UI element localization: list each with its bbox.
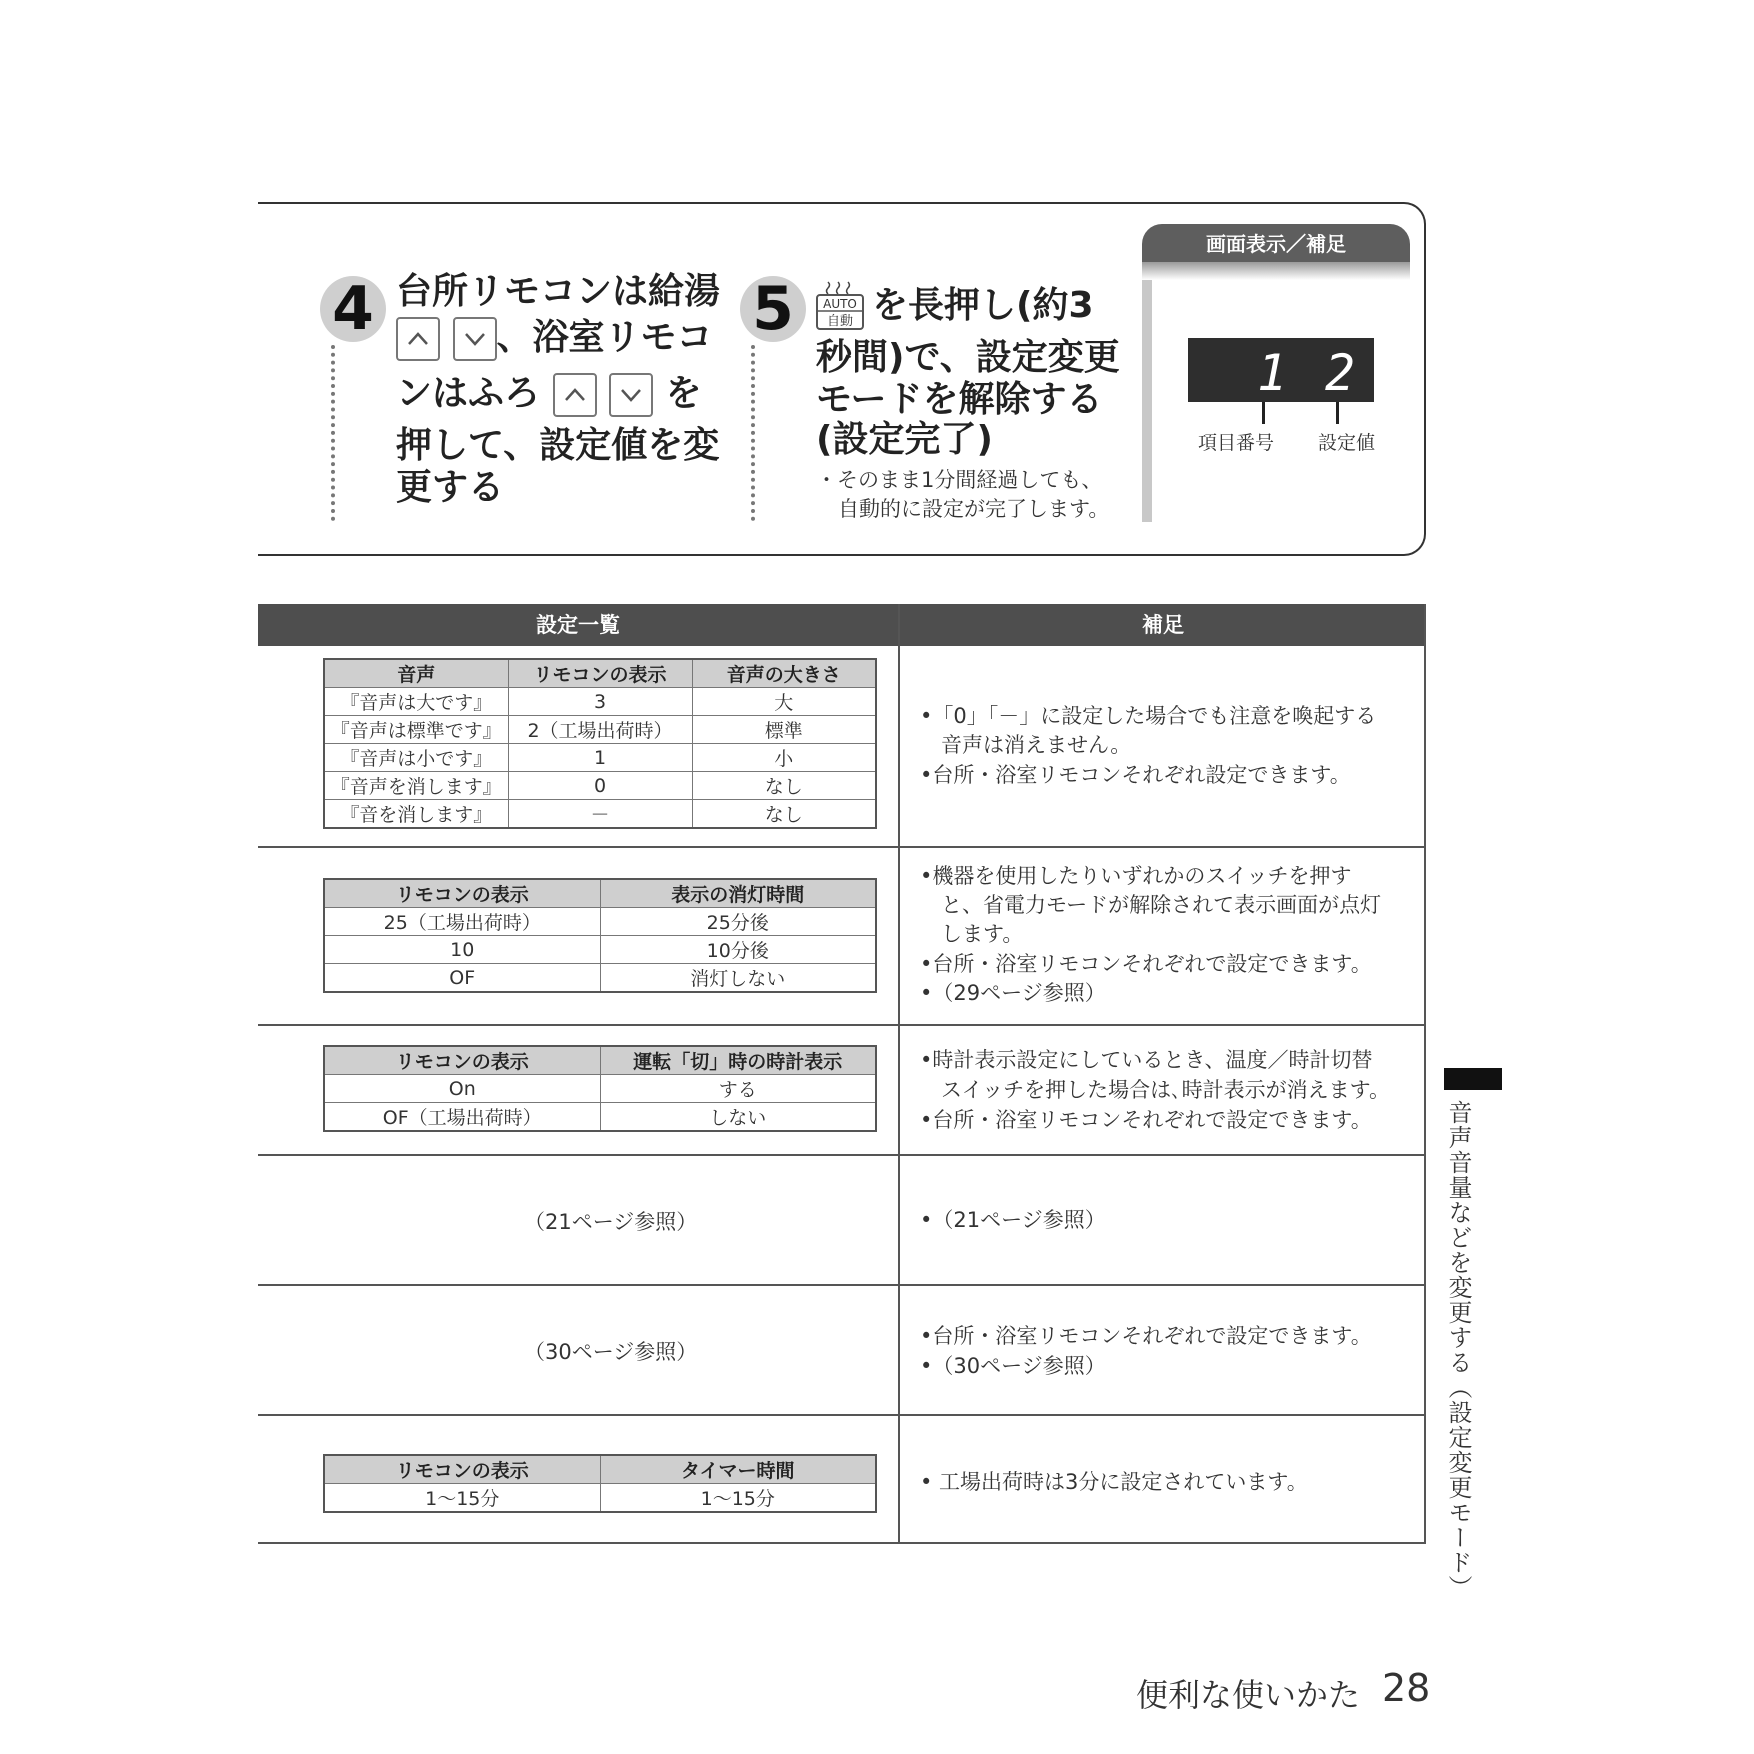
row-divider bbox=[258, 1414, 1426, 1416]
lcd-digit-value: 2 bbox=[1324, 344, 1356, 402]
label-setting-value: 設定値 bbox=[1318, 432, 1376, 454]
table-cell: 10分後 bbox=[600, 936, 876, 964]
col-header: 音声の大きさ bbox=[692, 659, 876, 688]
table-cell: － bbox=[508, 800, 692, 829]
note-line: •台所・浴室リモコンそれぞれで設定できます。 bbox=[920, 1324, 1372, 1348]
step-4-line-3a: ンはふろ bbox=[396, 373, 541, 414]
col-header: タイマー時間 bbox=[600, 1455, 876, 1484]
table-right-border bbox=[1424, 604, 1426, 1542]
timer-table bbox=[323, 1454, 877, 1513]
note-line: 音声は消えません。 bbox=[920, 733, 1132, 757]
table-cell: 『音声は標準です』 bbox=[324, 716, 508, 744]
col-header: リモコンの表示 bbox=[324, 1455, 600, 1484]
table-cell: 2（工場出荷時） bbox=[508, 716, 692, 744]
header-settings-list: 設定一覧 bbox=[258, 604, 898, 646]
step-5-number: 5 bbox=[740, 276, 806, 342]
table-cell: しない bbox=[600, 1103, 876, 1132]
lcd-digit-item: 1 bbox=[1256, 344, 1288, 402]
step-4-line-4: 押して、設定値を変 bbox=[396, 425, 720, 466]
step-4-line-2-text: 、浴室リモコ bbox=[496, 317, 713, 358]
table-cell: 25分後 bbox=[600, 908, 876, 936]
note-line: • 工場出荷時は3分に設定されています。 bbox=[920, 1470, 1308, 1494]
step-5-line-3: モードを解除する bbox=[816, 379, 1103, 420]
step-4-line-3b: を bbox=[665, 373, 702, 414]
voice-volume-table bbox=[323, 658, 877, 829]
side-tab-marker bbox=[1444, 1068, 1502, 1090]
note-line: •（29ページ参照） bbox=[920, 981, 1106, 1005]
step-5-dotted-line bbox=[751, 345, 755, 521]
note-line: •台所・浴室リモコンそれぞれ設定できます。 bbox=[920, 763, 1351, 787]
table-row bbox=[324, 1075, 876, 1103]
up-button-icon bbox=[396, 317, 440, 361]
note-line: •「0」「－」に設定した場合でも注意を喚起する bbox=[920, 704, 1377, 728]
table-cell: 消灯しない bbox=[600, 964, 876, 993]
auto-icon-bottom: 自動 bbox=[826, 314, 854, 329]
value-pointer-line bbox=[1336, 402, 1339, 424]
page-reference: （30ページ参照） bbox=[524, 1340, 698, 1364]
down-button-icon bbox=[609, 373, 653, 417]
row-divider bbox=[258, 1024, 1426, 1026]
table-cell: 1～15分 bbox=[324, 1484, 600, 1513]
col-header: リモコンの表示 bbox=[324, 879, 600, 908]
table-cell: 3 bbox=[508, 688, 692, 716]
down-button-icon bbox=[453, 317, 497, 361]
note-line: します。 bbox=[920, 922, 1024, 946]
table-header-row bbox=[324, 659, 876, 688]
table-row bbox=[324, 800, 876, 829]
step-4-line-3 bbox=[396, 372, 702, 417]
table-header-row bbox=[324, 1455, 876, 1484]
table-row bbox=[324, 1484, 876, 1513]
note-line: •（30ページ参照） bbox=[920, 1354, 1106, 1378]
display-off-table bbox=[323, 878, 877, 993]
header-supplement: 補足 bbox=[900, 604, 1426, 646]
row-divider bbox=[258, 846, 1426, 848]
step-4-line-1: 台所リモコンは給湯 bbox=[396, 271, 721, 312]
table-row bbox=[324, 688, 876, 716]
table-row bbox=[324, 1103, 876, 1132]
lcd-display bbox=[1188, 338, 1374, 402]
note-line: •（21ページ参照） bbox=[920, 1208, 1106, 1232]
auto-button-icon bbox=[814, 278, 866, 332]
step-5-line-4: (設定完了) bbox=[816, 419, 993, 460]
table-cell: 『音声は大です』 bbox=[324, 688, 508, 716]
table-cell: なし bbox=[692, 772, 876, 800]
table-cell: 25（工場出荷時） bbox=[324, 908, 600, 936]
table-cell: 『音声は小です』 bbox=[324, 744, 508, 772]
column-divider bbox=[898, 604, 900, 1542]
table-cell: 小 bbox=[692, 744, 876, 772]
table-header-row bbox=[324, 1046, 876, 1075]
step-5-note-1: ・そのまま1分間経過しても、 bbox=[816, 468, 1103, 492]
table-row bbox=[324, 908, 876, 936]
table-row bbox=[324, 772, 876, 800]
display-title-fade bbox=[1142, 262, 1410, 280]
step-4-line-2 bbox=[396, 316, 713, 361]
col-header: リモコンの表示 bbox=[508, 659, 692, 688]
table-cell: 0 bbox=[508, 772, 692, 800]
table-cell: 1～15分 bbox=[600, 1484, 876, 1513]
step-4-dotted-line bbox=[331, 345, 335, 521]
auto-icon-top: AUTO bbox=[823, 297, 857, 311]
note-line: •時計表示設定にしているとき、温度／時計切替 bbox=[920, 1048, 1373, 1072]
note-line: •台所・浴室リモコンそれぞれで設定できます。 bbox=[920, 952, 1372, 976]
display-side-bar bbox=[1142, 280, 1152, 522]
note-line: と、省電力モードが解除されて表示画面が点灯 bbox=[920, 893, 1382, 917]
step-4-line-5: 更する bbox=[396, 467, 505, 508]
up-button-icon bbox=[553, 373, 597, 417]
table-cell: 『音を消します』 bbox=[324, 800, 508, 829]
page-number: 28 bbox=[1382, 1666, 1431, 1710]
table-cell: On bbox=[324, 1075, 600, 1103]
note-line: スイッチを押した場合は､時計表示が消えます。 bbox=[920, 1078, 1390, 1102]
table-row bbox=[324, 744, 876, 772]
note-line: •機器を使用したりいずれかのスイッチを押す bbox=[920, 864, 1352, 888]
table-cell: 標準 bbox=[692, 716, 876, 744]
label-item-number: 項目番号 bbox=[1198, 432, 1275, 454]
footer-section: 便利な使いかた bbox=[1136, 1676, 1361, 1714]
table-bottom-border bbox=[258, 1542, 1426, 1544]
col-header: 運転「切」時の時計表示 bbox=[600, 1046, 876, 1075]
table-cell: する bbox=[600, 1075, 876, 1103]
table-cell: 1 bbox=[508, 744, 692, 772]
table-row bbox=[324, 936, 876, 964]
row-divider bbox=[258, 1284, 1426, 1286]
note-line: •台所・浴室リモコンそれぞれで設定できます。 bbox=[920, 1108, 1372, 1132]
table-cell: 10 bbox=[324, 936, 600, 964]
side-tab-title: 音声音量などを変更する（設定変更モード） bbox=[1444, 1100, 1472, 1600]
step-5-note-2: 自動的に設定が完了します。 bbox=[838, 497, 1110, 521]
step-5-line-2: 秒間)で、設定変更 bbox=[816, 337, 1120, 378]
item-pointer-line bbox=[1262, 402, 1265, 424]
step-4-number: 4 bbox=[320, 276, 386, 342]
step-5-line-1: を長押し(約3 bbox=[872, 285, 1094, 326]
table-cell: OF（工場出荷時） bbox=[324, 1103, 600, 1132]
col-header: リモコンの表示 bbox=[324, 1046, 600, 1075]
table-row bbox=[324, 716, 876, 744]
table-cell: OF bbox=[324, 964, 600, 993]
page-reference: （21ページ参照） bbox=[524, 1210, 698, 1234]
row-divider bbox=[258, 1154, 1426, 1156]
table-row bbox=[324, 964, 876, 993]
table-cell: なし bbox=[692, 800, 876, 829]
col-header: 音声 bbox=[324, 659, 508, 688]
col-header: 表示の消灯時間 bbox=[600, 879, 876, 908]
display-title: 画面表示／補足 bbox=[1142, 224, 1410, 268]
table-cell: 大 bbox=[692, 688, 876, 716]
table-cell: 『音声を消します』 bbox=[324, 772, 508, 800]
table-header-row bbox=[324, 879, 876, 908]
clock-display-table bbox=[323, 1045, 877, 1132]
